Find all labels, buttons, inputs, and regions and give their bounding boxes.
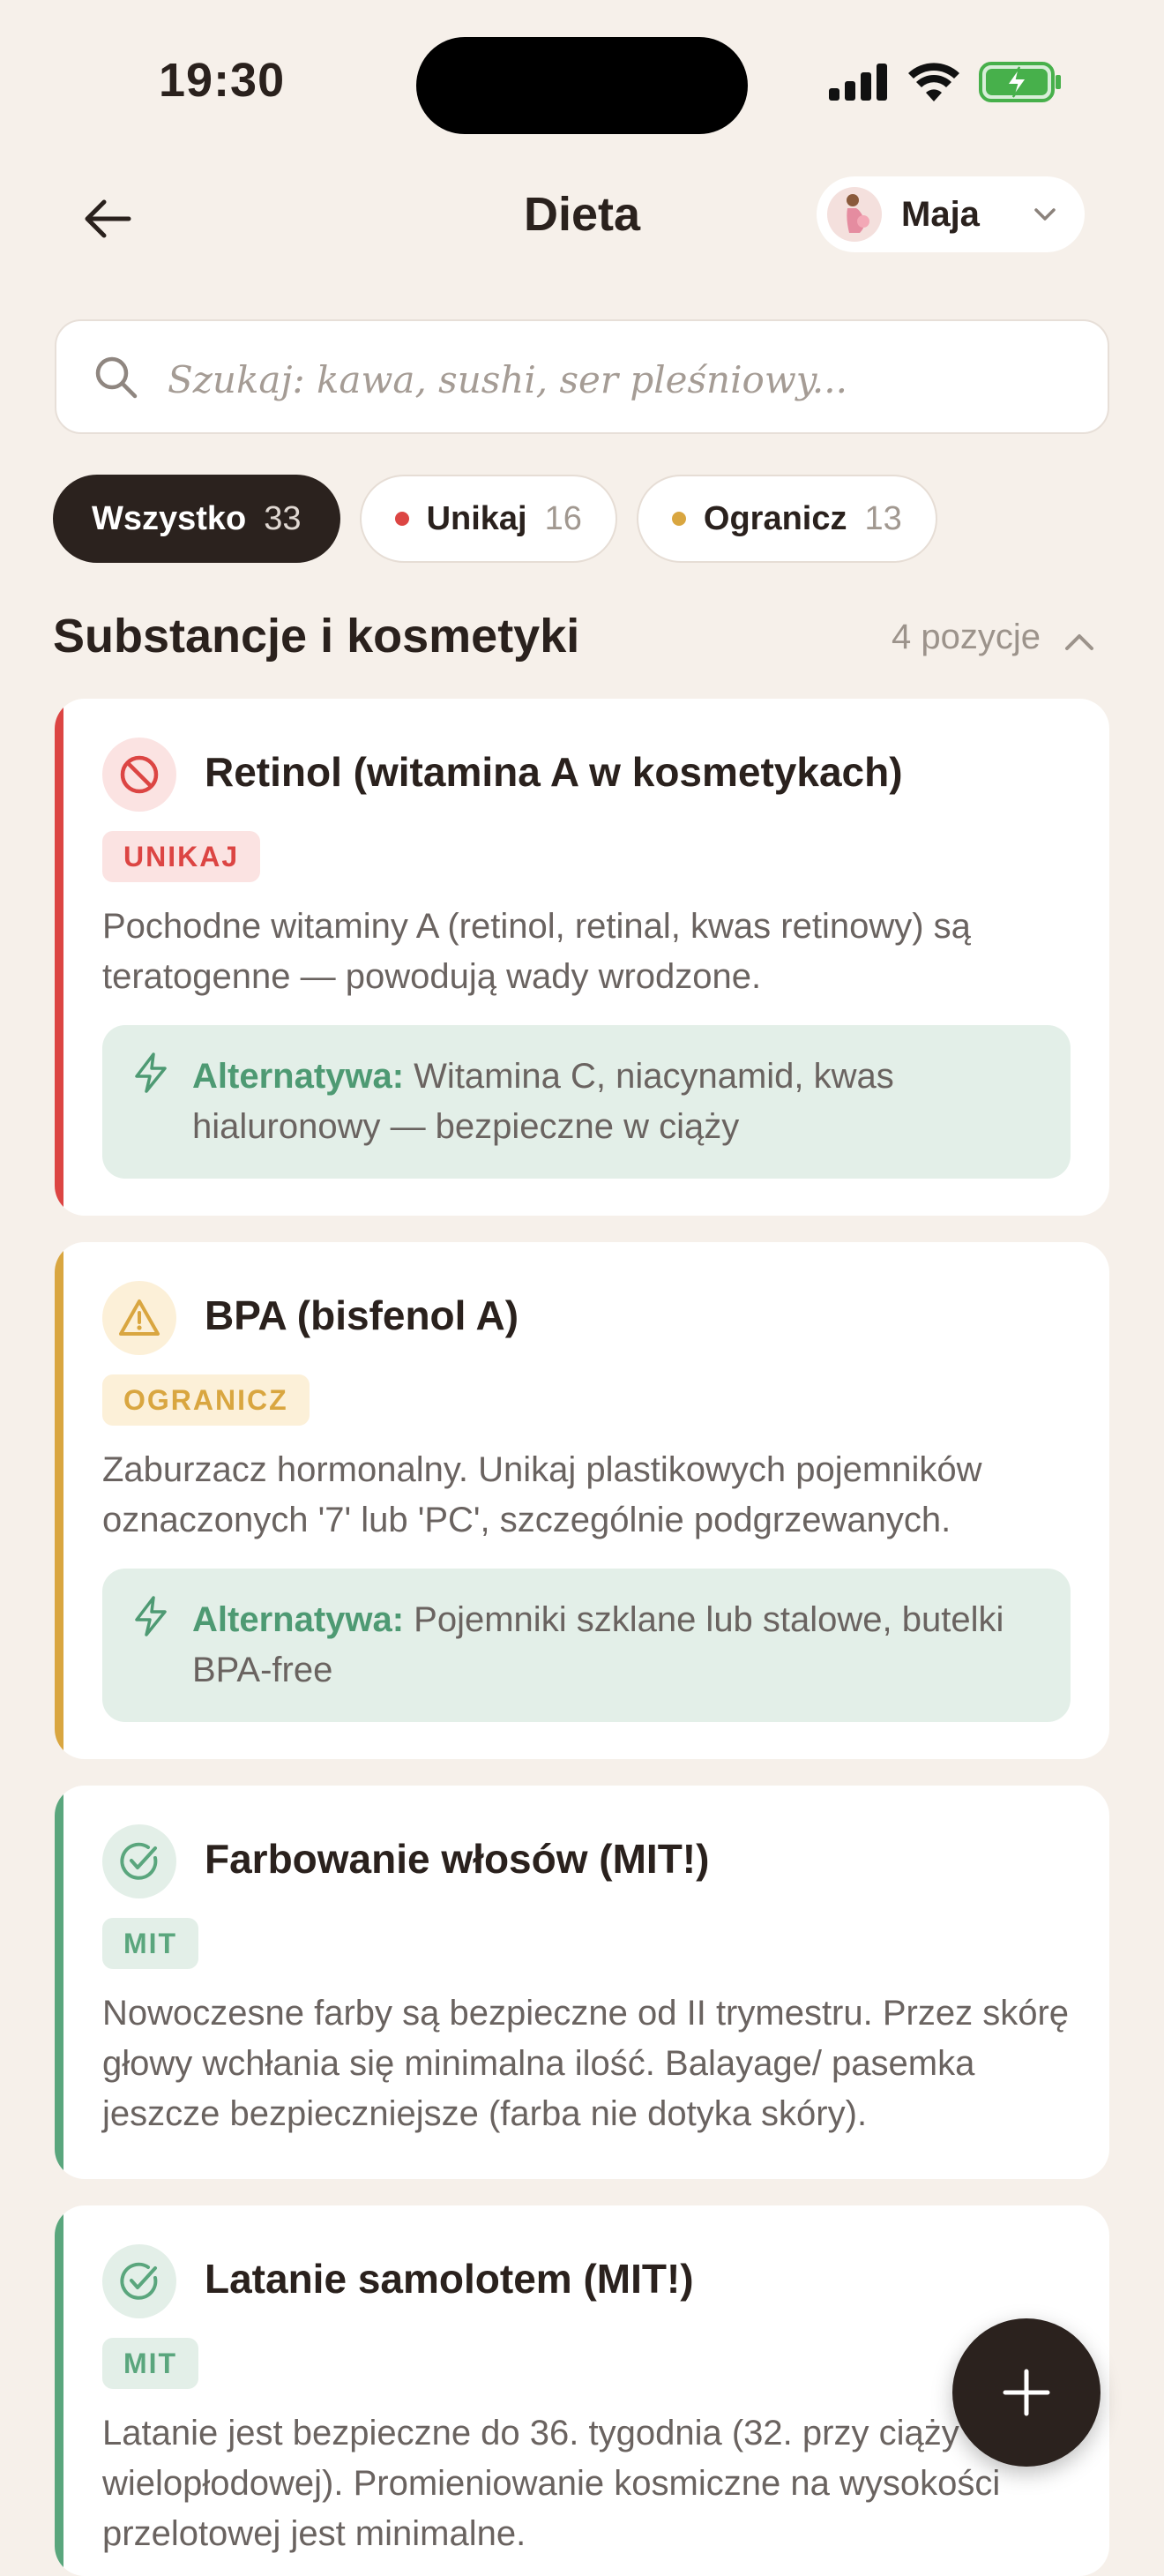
dynamic-island — [416, 37, 748, 134]
severity-bar — [55, 2205, 63, 2576]
search-input[interactable] — [166, 348, 1051, 411]
search-box[interactable] — [55, 319, 1109, 434]
lightning-icon — [132, 1052, 169, 1094]
alternative-box — [102, 1569, 1071, 1722]
red-dot-icon — [395, 512, 409, 526]
card-title: Retinol (witamina A w kosmetykach) — [205, 749, 903, 795]
page-title: Dieta — [523, 188, 641, 241]
status-bar — [0, 0, 1164, 168]
search-icon — [93, 355, 139, 401]
card-title: BPA (bisfenol A) — [205, 1292, 519, 1338]
lightning-icon — [132, 1595, 169, 1637]
alternative-box — [102, 1025, 1071, 1179]
card-description: Pochodne witaminy A (retinol, retinal, kwas retinowy) są teratogenne — powodują wady wrodzone. — [102, 907, 971, 996]
status-time: 19:30 — [159, 54, 286, 107]
status-badge: MIT — [102, 1918, 198, 1969]
card-description: Zaburzacz hormonalny. Unikaj plastikowych pojemników oznaczonych '7' lub 'PC', szczególnie podgrzewanych. — [102, 1450, 982, 1539]
battery-charging-icon — [979, 62, 1062, 102]
section-collapse-button[interactable] — [1055, 618, 1104, 667]
ban-icon — [102, 738, 176, 812]
card-title: Farbowanie włosów (MIT!) — [205, 1836, 710, 1882]
check-circle-icon — [102, 1824, 176, 1898]
chip-label: Wszystko — [92, 499, 247, 537]
chevron-up-icon — [1063, 632, 1095, 653]
alternative-label: Alternatywa: — [192, 1057, 405, 1096]
chip-label: Ogranicz — [703, 499, 847, 537]
profile-name: Maja — [901, 194, 980, 234]
status-icons — [829, 62, 1062, 102]
wifi-icon — [908, 63, 959, 101]
item-card-bpa[interactable] — [55, 1242, 1109, 1759]
card-description: Nowoczesne farby są bezpieczne od II trymestru. Przez skórę głowy wchłania się minimalna ilość. Balayage/ pasemka jeszcze bezpieczniejsze (farba nie dotyka skóry). — [102, 1994, 1070, 2133]
app-header — [0, 168, 1164, 265]
filter-chip-avoid[interactable] — [360, 475, 617, 563]
section-title: Substancje i kosmetyki — [53, 610, 580, 663]
status-badge: OGRANICZ — [102, 1374, 310, 1426]
add-button[interactable] — [952, 2318, 1101, 2467]
item-card-hair-dye[interactable] — [55, 1786, 1109, 2179]
avatar — [827, 187, 882, 242]
profile-switcher[interactable] — [817, 176, 1085, 252]
item-card-retinol[interactable] — [55, 699, 1109, 1216]
card-description: Latanie jest bezpieczne do 36. tygodnia (32. przy ciąży wielopłodowej). Promieniowanie kosmiczne na wysokości przelotowej jest minimalne. — [102, 2414, 1001, 2553]
severity-bar — [55, 699, 63, 1216]
pregnant-woman-icon — [837, 192, 872, 236]
chip-count: 13 — [864, 499, 902, 537]
alternative-label: Alternatywa: — [192, 1600, 405, 1639]
alternative-value: Pojemniki szklane lub stalowe, butelki BPA-free — [192, 1600, 1004, 1689]
alternative-value: Witamina C, niacynamid, kwas hialuronowy — bezpieczne w ciąży — [192, 1057, 894, 1146]
yellow-dot-icon — [672, 512, 686, 526]
filter-chips — [53, 475, 937, 563]
chip-count: 33 — [264, 499, 302, 537]
item-card-flying[interactable] — [55, 2205, 1109, 2576]
check-circle-icon — [102, 2244, 176, 2318]
chip-label: Unikaj — [426, 499, 527, 537]
filter-chip-all[interactable] — [53, 475, 340, 563]
card-title: Latanie samolotem (MIT!) — [205, 2256, 694, 2302]
status-badge: UNIKAJ — [102, 831, 260, 882]
warning-icon — [102, 1281, 176, 1355]
chip-count: 16 — [544, 499, 582, 537]
severity-bar — [55, 1786, 63, 2179]
section-count: 4 pozycje — [892, 618, 1041, 656]
filter-chip-limit[interactable] — [637, 475, 937, 563]
status-badge: MIT — [102, 2338, 198, 2389]
severity-bar — [55, 1242, 63, 1759]
plus-icon — [1000, 2366, 1053, 2419]
alternative-text — [192, 1052, 1039, 1152]
alternative-text — [192, 1595, 1039, 1696]
chevron-down-icon — [1032, 201, 1058, 228]
cellular-signal-icon — [829, 64, 889, 101]
